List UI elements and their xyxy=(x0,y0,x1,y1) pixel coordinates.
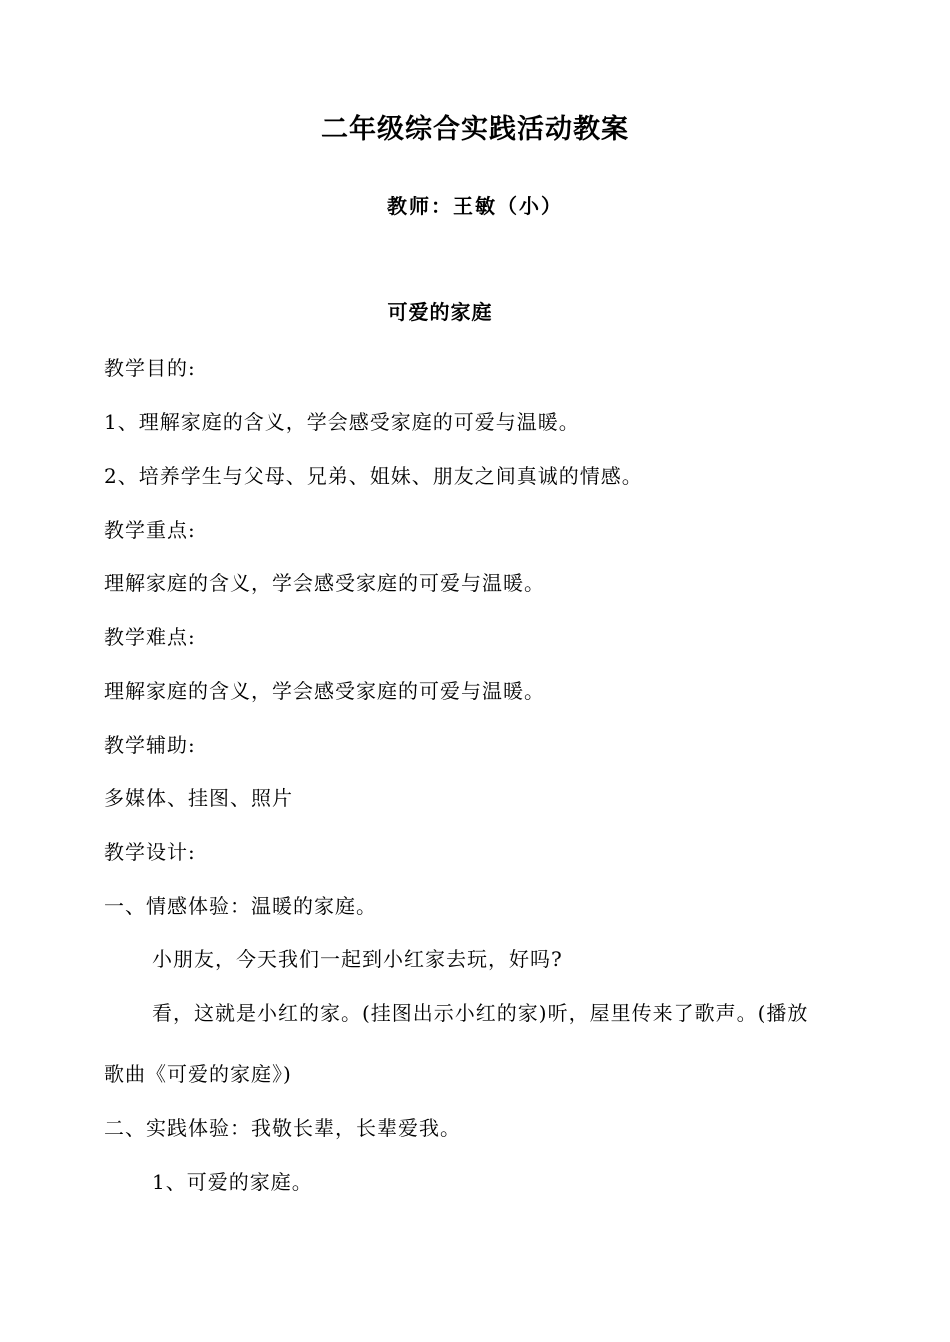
document-title: 二年级综合实践活动教案 xyxy=(321,114,629,145)
section-heading-objectives: 教学目的: xyxy=(104,356,196,380)
paragraph-line: 看，这就是小红的家。(挂图出示小红的家)听，屋里传来了歌声。(播放 xyxy=(152,1001,809,1025)
section-heading-difficulties: 教学难点: xyxy=(104,625,196,649)
aids-text: 多媒体、挂图、照片 xyxy=(104,786,293,810)
lesson-subtitle: 可爱的家庭 xyxy=(387,300,493,324)
section-heading-key-points: 教学重点: xyxy=(104,518,196,542)
paragraph-line: 小朋友，今天我们一起到小红家去玩，好吗? xyxy=(152,947,563,971)
design-part-1-heading: 一、情感体验：温暖的家庭。 xyxy=(104,894,377,918)
paragraph-line: 歌曲《可爱的家庭》) xyxy=(104,1062,292,1086)
key-points-text: 理解家庭的含义，学会感受家庭的可爱与温暖。 xyxy=(104,571,545,595)
design-part-2-item-1: 1、可爱的家庭。 xyxy=(152,1170,313,1194)
section-heading-aids: 教学辅助: xyxy=(104,733,196,757)
objective-item-1: 1、理解家庭的含义，学会感受家庭的可爱与温暖。 xyxy=(104,410,580,434)
objective-item-2: 2、培养学生与父母、兄弟、姐妹、朋友之间真诚的情感。 xyxy=(104,464,643,488)
difficulties-text: 理解家庭的含义，学会感受家庭的可爱与温暖。 xyxy=(104,679,545,703)
design-part-2-heading: 二、实践体验：我敬长辈，长辈爱我。 xyxy=(104,1116,461,1140)
teacher-line: 教师：王敏（小） xyxy=(387,194,563,218)
section-heading-design: 教学设计: xyxy=(104,840,196,864)
